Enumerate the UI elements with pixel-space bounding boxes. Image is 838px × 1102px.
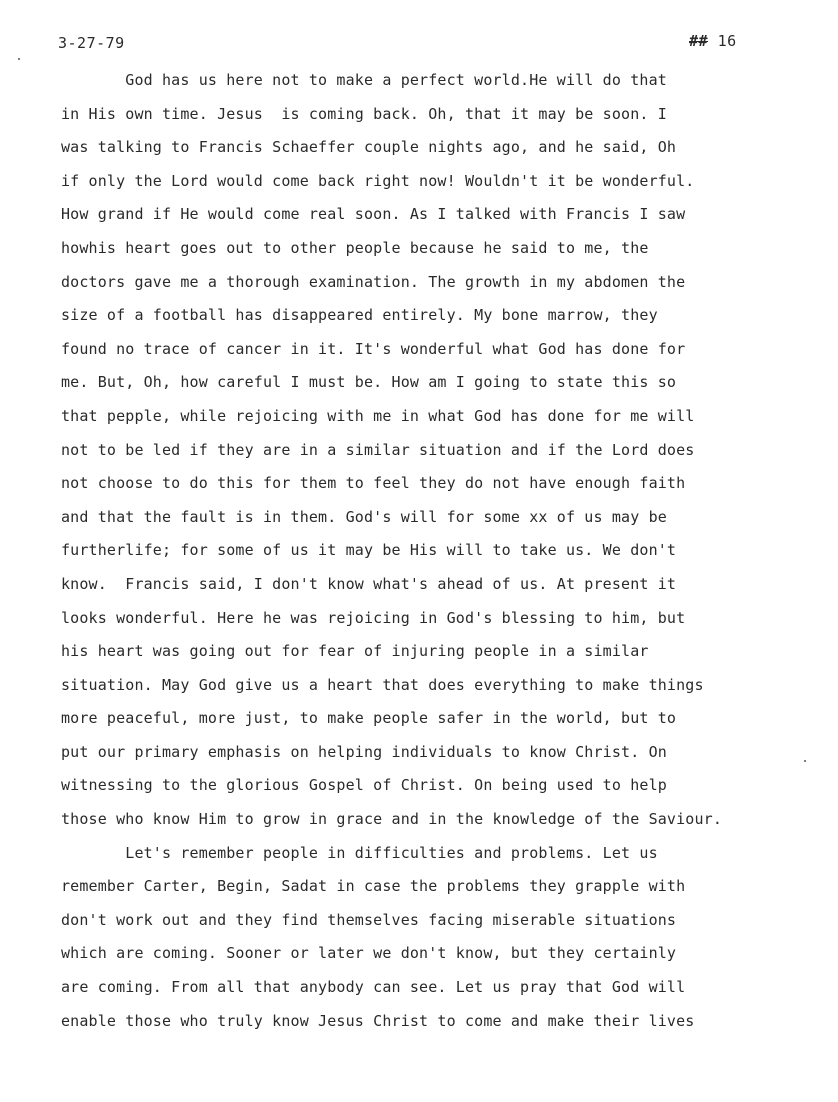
text-line: was talking to Francis Schaeffer couple nights ago, and he said, Oh <box>61 138 677 157</box>
text-line: How grand if He would come real soon. As I talked with Francis I saw <box>61 205 686 224</box>
text-line: witnessing to the glorious Gospel of Christ. On being used to help <box>61 776 667 795</box>
text-line: remember Carter, Begin, Sadat in case the problems they grapple with <box>61 877 686 896</box>
text-line: looks wonderful. Here he was rejoicing in God's blessing to him, but <box>61 608 686 627</box>
text-line: furtherlife; for some of us it may be His will to take us. We don't <box>61 541 677 560</box>
page-date: 3-27-79 <box>58 34 125 52</box>
text-line: if only the Lord would come back right now! Wouldn't it be wonderful. <box>61 171 695 190</box>
text-line: howhis heart goes out to other people because he said to me, the <box>61 238 649 257</box>
paper-speck <box>18 58 20 60</box>
text-line: not choose to do this for them to feel they do not have enough faith <box>61 474 686 493</box>
text-line: those who know Him to grow in grace and in the knowledge of the Saviour. <box>61 810 723 829</box>
paper-speck <box>804 760 806 762</box>
text-line: in His own time. Jesus is coming back. Oh, that it may be soon. I <box>61 104 667 123</box>
page-number-area <box>689 32 737 50</box>
text-line: know. Francis said, I don't know what's ahead of us. At present it <box>61 574 677 593</box>
text-line: situation. May God give us a heart that does everything to make things <box>61 675 704 694</box>
text-line: which are coming. Sooner or later we don't know, but they certainly <box>61 944 677 963</box>
text-line: God has us here not to make a perfect world.He will do that <box>61 71 667 89</box>
text-line: put our primary emphasis on helping individuals to know Christ. On <box>61 742 667 761</box>
text-line: not to be led if they are in a similar situation and if the Lord does <box>61 440 695 459</box>
text-line: don't work out and they find themselves facing miserable situations <box>61 910 677 929</box>
body-text <box>61 68 821 1042</box>
text-line: are coming. From all that anybody can see. Let us pray that God will <box>61 978 686 997</box>
text-line: size of a football has disappeared entirely. My bone marrow, they <box>61 306 658 325</box>
text-line: more peaceful, more just, to make people safer in the world, but to <box>61 709 677 728</box>
text-line: enable those who truly know Jesus Christ to come and make their lives <box>61 1011 695 1030</box>
text-line: doctors gave me a thorough examination. The growth in my abdomen the <box>61 272 686 291</box>
text-line: that pepple, while rejoicing with me in what God has done for me will <box>61 406 695 425</box>
page-mark: ## <box>689 32 709 50</box>
text-line: and that the fault is in them. God's will for some xx of us may be <box>61 507 667 526</box>
text-line: found no trace of cancer in it. It's wonderful what God has done for <box>61 339 686 358</box>
text-line: Let's remember people in difficulties and problems. Let us <box>61 843 658 862</box>
text-line: me. But, Oh, how careful I must be. How am I going to state this so <box>61 373 677 392</box>
page-number: 16 <box>717 32 737 50</box>
text-line: his heart was going out for fear of injuring people in a similar <box>61 642 649 661</box>
